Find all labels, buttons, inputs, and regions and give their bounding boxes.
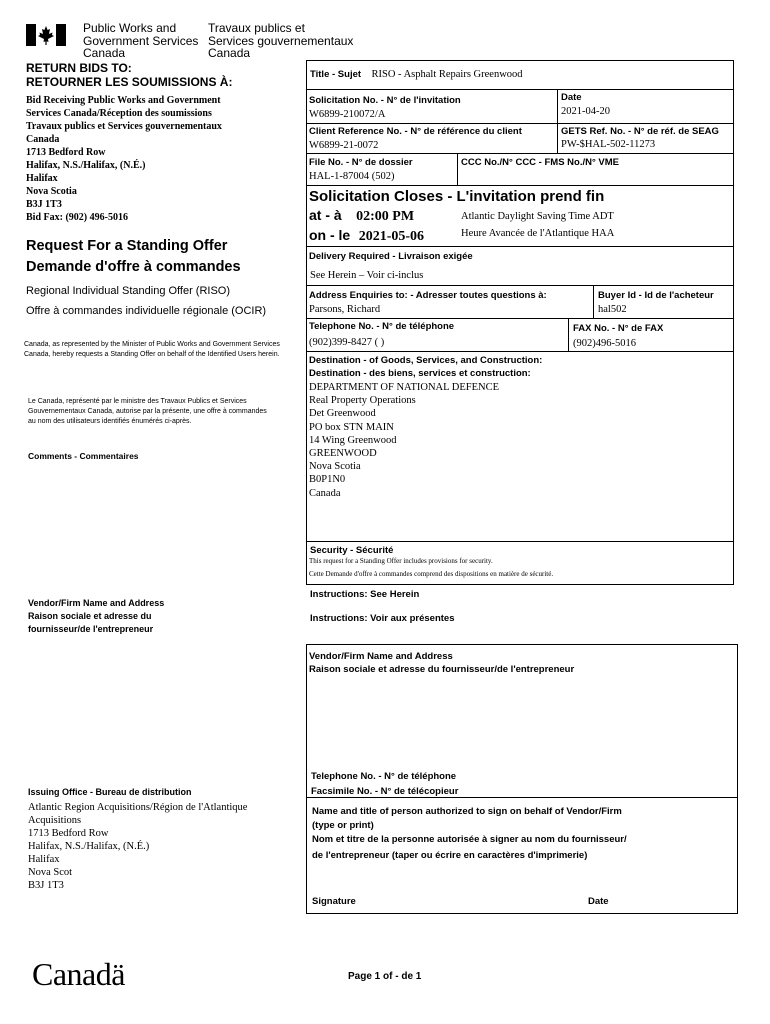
- canada-flag-icon: [26, 24, 66, 46]
- dept-en-line-2: Government Services: [83, 33, 199, 48]
- file-label: File No. - N° de dossier: [309, 157, 413, 168]
- vendor-facsimile-label: Facsimile No. - N° de télécopieur: [311, 786, 459, 797]
- dept-fr-line-3: Canada: [208, 46, 251, 60]
- title-value: RISO - Asphalt Repairs Greenwood: [371, 69, 523, 80]
- ccc-label: CCC No./N° CCC - FMS No./N° VME: [461, 157, 620, 168]
- destination-line: PO box STN MAIN: [309, 421, 394, 433]
- buyer-id-value: hal502: [598, 304, 627, 315]
- buyer-id-label: Buyer Id - Id de l'acheteur: [598, 290, 714, 301]
- comments-label: Comments - Commentaires: [28, 451, 139, 461]
- issuing-line: Atlantic Region Acquisitions/Région de l'Atlantique: [28, 802, 248, 813]
- bid-fax: Bid Fax: (902) 496-5016: [26, 212, 128, 223]
- destination-label-en: Destination - of Goods, Services, and Construction:: [309, 355, 543, 366]
- instructions-en: Instructions: See Herein: [310, 589, 420, 600]
- security-text-en: This request for a Standing Offer includes provisions for security.: [309, 557, 493, 565]
- return-bids-title-fr: RETOURNER LES SOUMISSIONS À:: [26, 75, 233, 89]
- destination-line: Canada: [309, 487, 341, 499]
- timezone-en: Atlantic Daylight Saving Time ADT: [461, 211, 614, 222]
- return-bids-address: [26, 94, 222, 224]
- delivery-value: See Herein – Voir ci-inclus: [310, 270, 424, 281]
- closes-label: Solicitation Closes - L'invitation prend fin: [309, 188, 605, 205]
- return-bids-line: B3J 1T3: [26, 199, 62, 210]
- fax-label: FAX No. - N° de FAX: [573, 323, 664, 334]
- gets-label: GETS Ref. No. - N° de réf. de SEAG: [561, 126, 719, 137]
- return-bids-line: 1713 Bedford Row: [26, 147, 106, 158]
- vendor-box-label-1: Vendor/Firm Name and Address: [309, 651, 453, 662]
- dept-fr-line-1: Travaux publics et: [208, 21, 305, 35]
- telephone-value: (902)399-8427 ( ): [309, 337, 385, 348]
- at-label: at - à: [309, 207, 342, 223]
- client-ref-value: W6899-21-0072: [309, 140, 379, 151]
- government-header: [26, 22, 366, 62]
- title-field: [310, 64, 523, 82]
- request-title-en: Request For a Standing Offer: [26, 238, 228, 254]
- request-paragraph-fr: Le Canada, représenté par le ministre des Travaux Publics et Services Gouvernementaux Canada, autorise par la présente, une offre à commandes au nom des utilisateurs identifiés énumérés ci-après.: [28, 398, 267, 425]
- destination-line: 14 Wing Greenwood: [309, 434, 397, 446]
- telephone-label: Telephone No. - N° de téléphone: [309, 321, 455, 332]
- on-label: on - le: [309, 227, 351, 243]
- vendor-left-label-1: Vendor/Firm Name and Address: [28, 598, 165, 608]
- destination-address: [309, 381, 499, 500]
- request-title-fr: Demande d'offre à commandes: [26, 259, 241, 275]
- dept-fr-line-2: Services gouvernementaux: [208, 33, 354, 48]
- destination-label-fr: Destination - des biens, services et construction:: [309, 368, 531, 379]
- instructions-fr: Instructions: Voir aux présentes: [310, 613, 455, 624]
- issuing-line: Halifax: [28, 854, 60, 865]
- solicitation-value: W6899-210072/A: [309, 109, 386, 120]
- return-bids-title-en: RETURN BIDS TO:: [26, 61, 132, 75]
- gets-value: PW-$HAL-502-11273: [561, 139, 656, 150]
- issuing-line: Acquisitions: [28, 815, 82, 826]
- return-bids-line: Travaux publics et Services gouvernementaux: [26, 121, 222, 132]
- closing-time: 02:00 PM: [356, 209, 415, 224]
- destination-line: Det Greenwood: [309, 408, 376, 420]
- security-text-fr: Cette Demande d'offre à commandes comprend des dispositions en matière de sécurité.: [309, 570, 554, 578]
- dept-en-line-3: Canada: [83, 46, 126, 60]
- return-bids-line: Halifax, N.S./Halifax, (N.É.): [26, 160, 146, 171]
- destination-line: DEPARTMENT OF NATIONAL DEFENCE: [309, 382, 500, 393]
- signature-date-label: Date: [588, 896, 609, 907]
- vendor-telephone-label: Telephone No. - N° de téléphone: [311, 771, 457, 782]
- request-subtitle-fr: Offre à commandes individuelle régionale (OCIR): [26, 305, 267, 317]
- issuing-line: 1713 Bedford Row: [28, 828, 109, 839]
- request-paragraph-en: Canada, as represented by the Minister of Public Works and Government Services Canada, hereby requests a Standing Offer on behalf of the Identified Users herein.: [24, 341, 280, 358]
- date-label: Date: [561, 92, 582, 103]
- sign-label-3: Nom et titre de la personne autorisée à signer au nom du fournisseur/: [312, 834, 627, 845]
- issuing-office-address: [28, 801, 247, 892]
- canada-wordmark: Canadä: [32, 956, 125, 992]
- destination-line: GREENWOOD: [309, 448, 377, 460]
- page-number: Page 1 of - de 1: [348, 971, 422, 982]
- file-value: HAL-1-87004 (502): [309, 171, 395, 182]
- dept-en-line-1: Public Works and: [83, 21, 177, 35]
- delivery-label: Delivery Required - Livraison exigée: [309, 251, 473, 262]
- issuing-line: Halifax, N.S./Halifax, (N.É.): [28, 841, 150, 852]
- fax-value: (902)496-5016: [573, 338, 636, 349]
- return-bids-line: Canada: [26, 134, 60, 145]
- solicitation-label: Solicitation No. - N° de l'invitation: [309, 95, 461, 106]
- destination-line: Nova Scotia: [309, 461, 361, 473]
- client-ref-label: Client Reference No. - N° de référence du client: [309, 126, 522, 137]
- return-bids-line: Services Canada/Réception des soumissions: [26, 108, 212, 119]
- vendor-left-label-3: fournisseur/de l'entrepreneur: [28, 624, 154, 634]
- closing-time-row: [309, 207, 414, 225]
- title-label: Title - Sujet: [310, 69, 362, 80]
- sign-label-2: (type or print): [312, 820, 374, 831]
- date-value: 2021-04-20: [561, 106, 610, 117]
- issuing-line: Nova Scot: [28, 867, 73, 878]
- security-label: Security - Sécurité: [310, 545, 394, 556]
- vendor-left-label-2: Raison sociale et adresse du: [28, 611, 152, 621]
- address-enquiries-value: Parsons, Richard: [309, 304, 381, 315]
- signature-label: Signature: [312, 896, 356, 907]
- return-bids-line: Halifax: [26, 173, 58, 184]
- closing-date-row: [309, 227, 424, 245]
- vendor-box-label-2: Raison sociale et adresse du fournisseur/de l'entrepreneur: [309, 664, 575, 675]
- return-bids-line: Nova Scotia: [26, 186, 77, 197]
- request-subtitle-en: Regional Individual Standing Offer (RISO): [26, 285, 231, 297]
- return-bids-line: Bid Receiving Public Works and Government: [26, 95, 221, 106]
- destination-line: Real Property Operations: [309, 395, 416, 407]
- issuing-line: B3J 1T3: [28, 880, 64, 891]
- closing-date: 2021-05-06: [358, 229, 425, 244]
- sign-label-4: de l'entrepreneur (taper ou écrire en caractères d'imprimerie): [312, 850, 588, 861]
- sign-label-1: Name and title of person authorized to sign on behalf of Vendor/Firm: [312, 806, 622, 817]
- address-enquiries-label: Address Enquiries to: - Adresser toutes questions à:: [309, 290, 547, 301]
- destination-line: B0P1N0: [309, 474, 346, 486]
- timezone-fr: Heure Avancée de l'Atlantique HAA: [461, 228, 615, 239]
- issuing-office-title: Issuing Office - Bureau de distribution: [28, 787, 192, 797]
